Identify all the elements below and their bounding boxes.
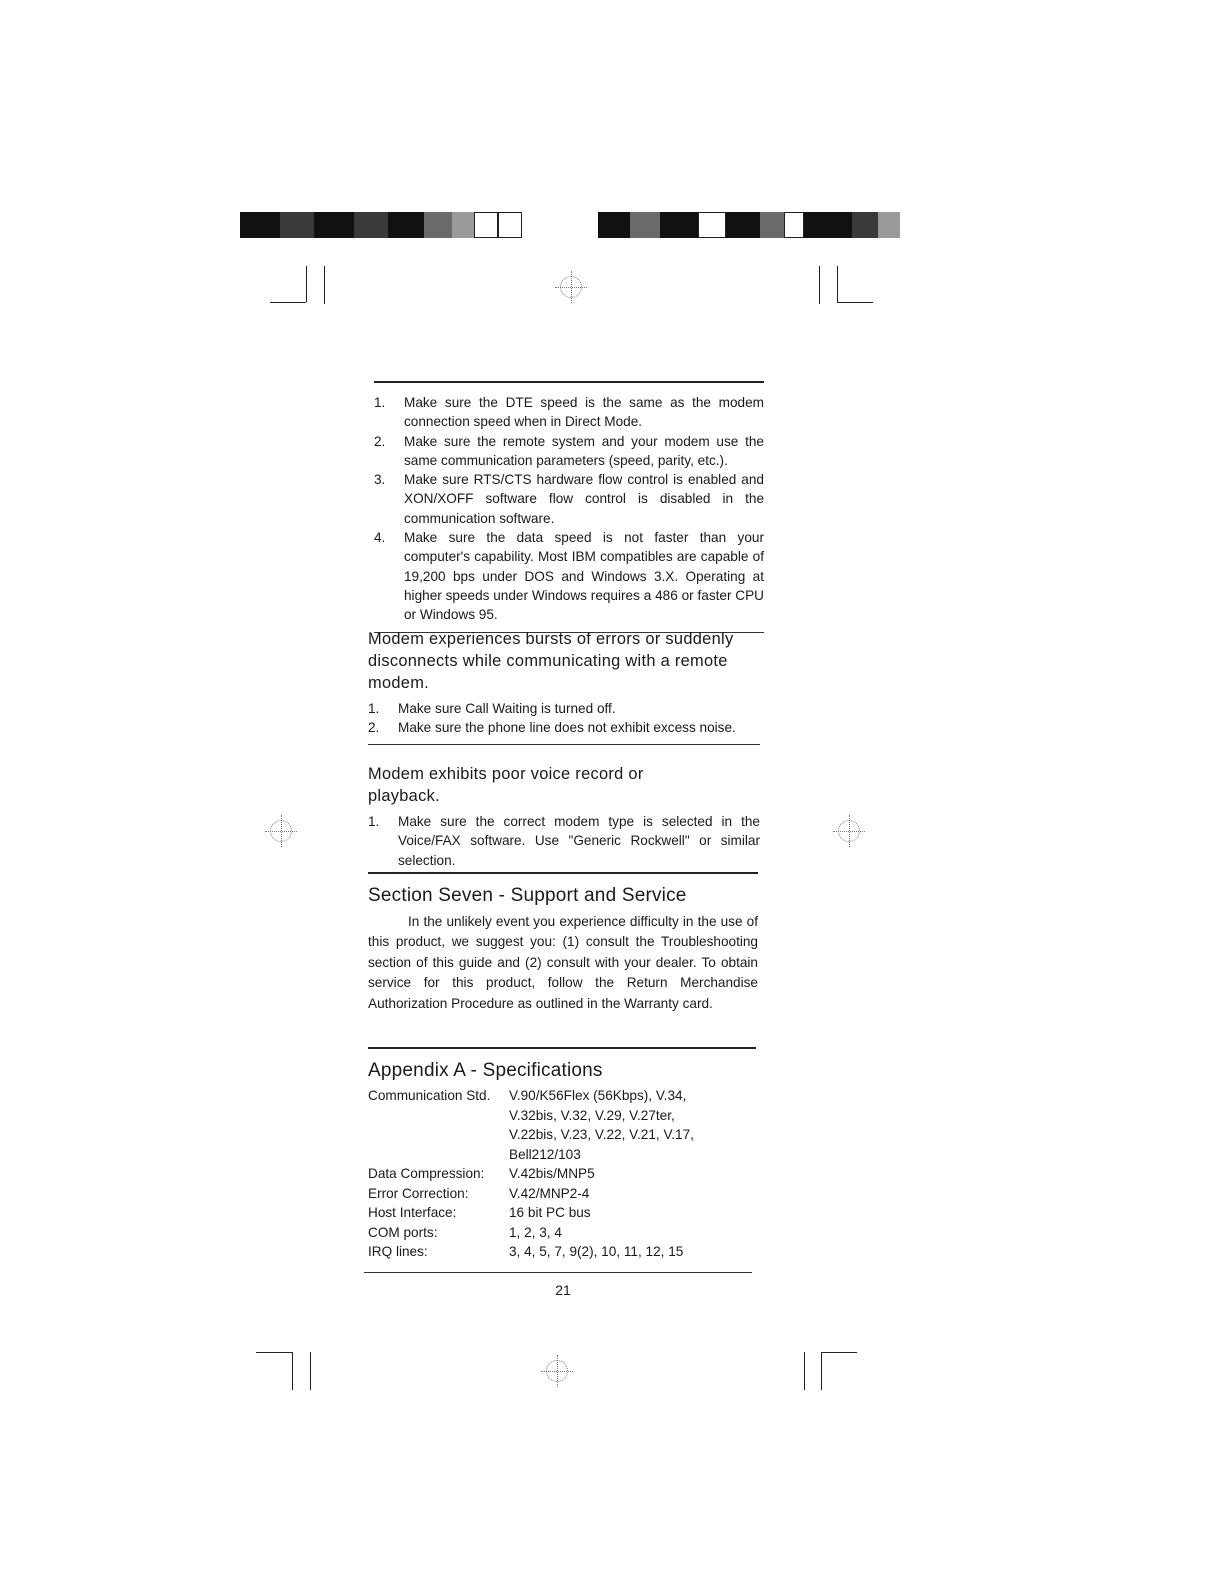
list-item-number: 1. <box>374 395 386 410</box>
spec-label <box>368 1106 509 1126</box>
list-item-number: 4. <box>374 530 386 546</box>
section-rule <box>368 872 758 874</box>
support-title: Section Seven - Support and Service <box>368 885 687 906</box>
crop-mark <box>310 1352 311 1390</box>
voice-heading: Modem exhibits poor voice record or playback. <box>368 765 644 805</box>
list-item-text: Make sure the phone line does not exhibit excess noise. <box>398 720 736 736</box>
section-rule <box>368 744 760 745</box>
crop-mark <box>306 266 307 302</box>
crop-mark <box>821 1352 822 1390</box>
list-item-number: 1. <box>368 701 380 716</box>
list-item-number: 2. <box>368 720 380 736</box>
voice-list <box>368 812 760 870</box>
page-number: 21 <box>555 1282 571 1298</box>
voice-section <box>368 763 760 870</box>
spec-value: 16 bit PC bus <box>509 1205 591 1220</box>
list-item <box>368 718 760 737</box>
spec-value: V.32bis, V.32, V.29, V.27ter, <box>509 1107 675 1123</box>
crop-mark <box>270 302 306 303</box>
spec-row <box>368 1223 694 1243</box>
crop-mark <box>837 302 873 303</box>
list-item <box>374 393 764 432</box>
list-item-number: 1. <box>368 814 380 829</box>
spec-label: COM ports: <box>368 1224 438 1240</box>
list-item-number: 2. <box>374 433 386 449</box>
crop-mark <box>292 1352 293 1390</box>
spec-label <box>368 1145 509 1165</box>
spec-row <box>368 1203 694 1223</box>
footer-rule-wrap <box>364 1272 752 1273</box>
list-item-text: Make sure Call Waiting is turned off. <box>398 701 616 716</box>
list-item-text: Make sure RTS/CTS hardware flow control is enabled and XON/XOFF software flow control is disabled in the communication software. <box>404 472 764 526</box>
support-section <box>368 872 758 1014</box>
spec-row <box>368 1086 694 1106</box>
list-item <box>374 470 764 528</box>
spec-label <box>368 1125 509 1145</box>
spec-row <box>368 1164 694 1184</box>
bursts-section <box>368 628 760 745</box>
crop-mark <box>324 266 325 304</box>
spec-value: V.90/K56Flex (56Kbps), V.34, <box>509 1088 687 1103</box>
spec-row <box>368 1106 694 1126</box>
appendix-section <box>368 1047 756 1262</box>
spec-value: V.22bis, V.23, V.22, V.21, V.17, <box>509 1127 694 1142</box>
list-item-text: Make sure the remote system and your modem use the same communication parameters (speed, parity, etc.). <box>404 433 764 468</box>
spec-value: V.42bis/MNP5 <box>509 1166 595 1181</box>
list-item <box>368 812 760 870</box>
list-item-text: Make sure the data speed is not faster than your computer's capability. Most IBM compatibles are capable of 19,200 bps under DOS and Windows 3.X. Operating at higher speeds under Windows requires a 486 or faster CPU or Windows 95. <box>404 530 764 623</box>
spec-label: Host Interface: <box>368 1205 457 1220</box>
list-item-number: 3. <box>374 472 386 488</box>
section-rule <box>374 381 764 383</box>
list-item <box>374 528 764 624</box>
spec-row <box>368 1125 694 1145</box>
support-body: In the unlikely event you experience difficulty in the use of this product, we suggest you: (1) consult the Troubleshooting section of this guide and (2) consult with your dealer. To obtain service for this product, follow the Return Merchandise Authorization Procedure as outlined in the Warranty card. <box>368 914 758 1011</box>
registration-mark-icon <box>838 820 860 842</box>
specs-table <box>368 1086 694 1262</box>
spec-value: 3, 4, 5, 7, 9(2), 10, 11, 12, 15 <box>509 1244 684 1259</box>
spec-label: Error Correction: <box>368 1185 469 1201</box>
spec-value: Bell212/103 <box>509 1146 581 1162</box>
appendix-title: Appendix A - Specifications <box>368 1060 603 1081</box>
crop-mark <box>256 1352 292 1353</box>
spec-label: Communication Std. <box>368 1088 491 1103</box>
spec-label: IRQ lines: <box>368 1244 428 1259</box>
registration-mark-icon <box>546 1360 568 1382</box>
bursts-list <box>368 699 760 738</box>
crop-mark <box>837 266 838 302</box>
registration-mark-icon <box>270 820 292 842</box>
troubleshooting-top <box>374 381 764 633</box>
troubleshooting-list <box>374 393 764 625</box>
crop-mark <box>804 1352 805 1390</box>
footer-rule <box>364 1272 752 1273</box>
list-item <box>368 699 760 718</box>
registration-mark-icon <box>560 276 582 298</box>
crop-mark <box>821 1352 857 1353</box>
spec-row <box>368 1184 694 1204</box>
list-item-text: Make sure the correct modem type is selected in the Voice/FAX software. Use "Generic Rockwell" or similar selection. <box>398 814 760 868</box>
section-rule <box>368 1047 756 1049</box>
spec-value: V.42/MNP2-4 <box>509 1185 590 1201</box>
bursts-heading: Modem experiences bursts of errors or suddenly disconnects while communicating with a remote modem. <box>368 630 734 692</box>
spec-value: 1, 2, 3, 4 <box>509 1224 562 1240</box>
crop-mark <box>819 266 820 304</box>
calibration-strip-right <box>598 212 900 238</box>
spec-label: Data Compression: <box>368 1166 485 1181</box>
spec-row <box>368 1242 694 1262</box>
spec-row <box>368 1145 694 1165</box>
list-item-text: Make sure the DTE speed is the same as the modem connection speed when in Direct Mode. <box>404 395 764 430</box>
list-item <box>374 432 764 471</box>
calibration-strip-left <box>240 212 522 238</box>
